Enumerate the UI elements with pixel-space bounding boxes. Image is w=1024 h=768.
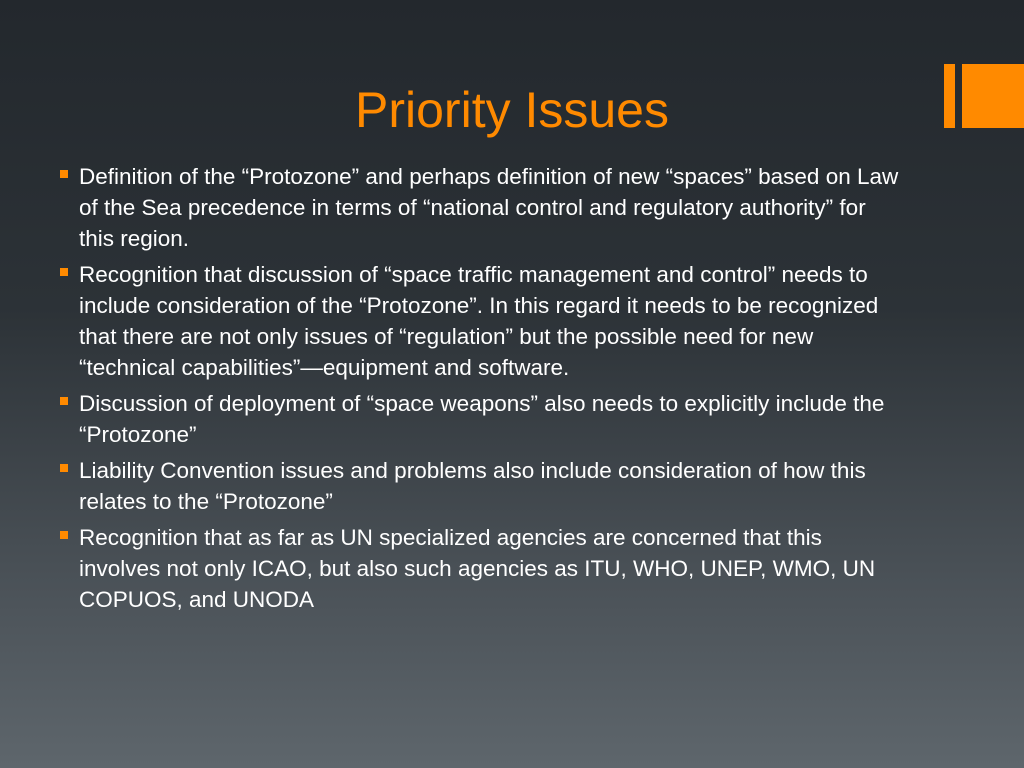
bullet-text: Liability Convention issues and problems also include consideration of how this relates to the “Protozone” [79,458,866,514]
bullet-list [60,161,900,620]
square-bullet-icon [60,170,68,178]
square-bullet-icon [60,531,68,539]
bullet-item-un-agencies [60,522,900,615]
square-bullet-icon [60,464,68,472]
bullet-item-liability-convention [60,455,900,517]
square-bullet-icon [60,268,68,276]
bullet-text: Recognition that as far as UN specialized agencies are concerned that this involves not only ICAO, but also such agencies as ITU, WHO, UNEP, WMO, UN COPUOS, and UNODA [79,525,876,612]
bullet-item-protozone-definition [60,161,900,254]
slide-title: Priority Issues [355,82,669,138]
bullet-text: Definition of the “Protozone” and perhaps definition of new “spaces” based on Law of the Sea precedence in terms of “national control and regulatory authority” for this region. [79,164,899,251]
bullet-item-space-weapons [60,388,900,450]
square-bullet-icon [60,397,68,405]
bullet-text: Discussion of deployment of “space weapons” also needs to explicitly include the “Protozone” [79,391,885,447]
bullet-item-space-traffic [60,259,900,383]
bullet-text: Recognition that discussion of “space traffic management and control” needs to include consideration of the “Protozone”. In this regard it needs to be recognized that there are not only issues of “regulation” but the possible need for new “technical capabilities”—equipment and software. [79,262,879,380]
